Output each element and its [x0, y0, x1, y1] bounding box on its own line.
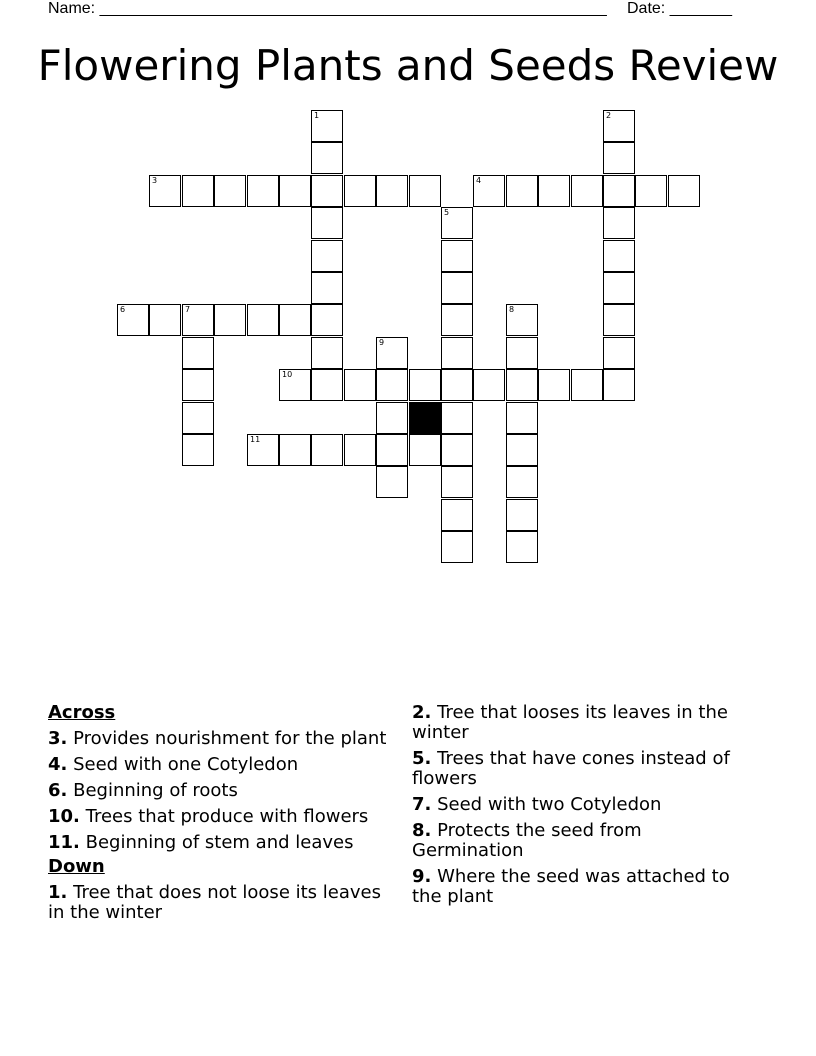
grid-cell[interactable] — [409, 369, 441, 401]
down-clue-list-left — [48, 883, 403, 923]
grid-cell[interactable] — [506, 531, 538, 563]
clue-number: 1. — [48, 882, 68, 903]
grid-cell[interactable] — [441, 531, 473, 563]
grid-cell[interactable] — [441, 499, 473, 531]
grid-cell[interactable] — [603, 110, 635, 142]
grid-cell[interactable] — [149, 304, 181, 336]
cell-number: 8 — [509, 305, 515, 314]
clue-item — [48, 729, 403, 749]
clue-text: Seed with one Cotyledon — [67, 754, 299, 775]
grid-cell[interactable] — [506, 369, 538, 401]
clue-item — [48, 833, 403, 853]
grid-cell[interactable] — [603, 240, 635, 272]
grid-cell[interactable] — [441, 337, 473, 369]
grid-cell[interactable] — [473, 369, 505, 401]
grid-cell[interactable] — [506, 499, 538, 531]
clue-number: 9. — [412, 866, 432, 887]
clue-item — [48, 883, 403, 923]
grid-cell[interactable] — [441, 207, 473, 239]
grid-cell[interactable] — [603, 337, 635, 369]
grid-cell[interactable] — [279, 369, 311, 401]
cell-number: 1 — [314, 111, 320, 120]
down-heading: Down — [48, 856, 105, 877]
grid-cell[interactable] — [441, 434, 473, 466]
clue-text: Provides nourishment for the plant — [67, 728, 387, 749]
grid-cell[interactable] — [214, 304, 246, 336]
grid-cell[interactable] — [668, 175, 700, 207]
clue-item — [48, 781, 403, 801]
grid-cell[interactable] — [538, 369, 570, 401]
grid-cell[interactable] — [603, 369, 635, 401]
grid-cell[interactable] — [506, 337, 538, 369]
clue-item — [412, 795, 752, 815]
grid-cell[interactable] — [603, 142, 635, 174]
clue-item — [48, 807, 403, 827]
grid-cell[interactable] — [376, 337, 408, 369]
grid-cell[interactable] — [182, 337, 214, 369]
grid-cell[interactable] — [376, 402, 408, 434]
grid-cell[interactable] — [344, 434, 376, 466]
grid-cell[interactable] — [247, 434, 279, 466]
grid-cell[interactable] — [344, 369, 376, 401]
grid-cell[interactable] — [538, 175, 570, 207]
grid-cell[interactable] — [473, 175, 505, 207]
cell-number: 3 — [152, 176, 158, 185]
clue-number: 8. — [412, 820, 432, 841]
clue-number: 6. — [48, 780, 68, 801]
grid-cell[interactable] — [603, 207, 635, 239]
grid-cell[interactable] — [376, 369, 408, 401]
cell-number: 7 — [185, 305, 191, 314]
date-blank[interactable]: _______ — [669, 0, 732, 17]
grid-cell[interactable] — [506, 175, 538, 207]
name-blank[interactable]: _________________________________________________________ — [99, 0, 607, 17]
clues-right-column — [412, 703, 752, 913]
clue-text: Beginning of roots — [67, 780, 238, 801]
grid-cell[interactable] — [182, 175, 214, 207]
grid-cell[interactable] — [571, 369, 603, 401]
cell-number: 10 — [282, 370, 293, 379]
clue-number: 10. — [48, 806, 80, 827]
grid-cell[interactable] — [247, 304, 279, 336]
cell-number: 9 — [379, 338, 385, 347]
grid-cell[interactable] — [441, 272, 473, 304]
clue-text: Trees that produce with flowers — [79, 806, 369, 827]
grid-cell[interactable] — [311, 207, 343, 239]
clue-number: 4. — [48, 754, 68, 775]
grid-cell[interactable] — [376, 434, 408, 466]
grid-cell[interactable] — [376, 175, 408, 207]
grid-cell[interactable] — [409, 434, 441, 466]
grid-cell[interactable] — [376, 466, 408, 498]
grid-cell[interactable] — [279, 175, 311, 207]
grid-cell[interactable] — [441, 240, 473, 272]
grid-cell[interactable] — [311, 142, 343, 174]
grid-cell[interactable] — [311, 240, 343, 272]
grid-cell[interactable] — [603, 175, 635, 207]
grid-cell[interactable] — [311, 337, 343, 369]
grid-cell[interactable] — [279, 434, 311, 466]
grid-cell[interactable] — [117, 304, 149, 336]
across-heading: Across — [48, 702, 116, 723]
clue-text: Where the seed was attached to the plant — [412, 866, 730, 907]
clue-number: 5. — [412, 748, 432, 769]
grid-cell[interactable] — [441, 304, 473, 336]
clue-text: Tree that does not loose its leaves in the winter — [48, 882, 381, 923]
clue-number: 3. — [48, 728, 68, 749]
grid-cell[interactable] — [149, 175, 181, 207]
clues-left-column — [48, 703, 403, 929]
grid-cell[interactable] — [571, 175, 603, 207]
clue-number: 2. — [412, 702, 432, 723]
grid-cell[interactable] — [182, 434, 214, 466]
clue-text: Seed with two Cotyledon — [431, 794, 662, 815]
grid-cell[interactable] — [311, 175, 343, 207]
grid-cell[interactable] — [247, 175, 279, 207]
cell-number: 11 — [250, 435, 261, 444]
clue-number: 11. — [48, 832, 80, 853]
clue-number: 7. — [412, 794, 432, 815]
grid-cell[interactable] — [311, 272, 343, 304]
clue-item — [412, 703, 752, 743]
grid-cell[interactable] — [279, 304, 311, 336]
grid-cell[interactable] — [182, 304, 214, 336]
grid-cell[interactable] — [441, 369, 473, 401]
grid-cell[interactable] — [409, 175, 441, 207]
grid-cell[interactable] — [506, 304, 538, 336]
grid-cell[interactable] — [506, 466, 538, 498]
black-cell — [409, 402, 441, 434]
grid-cell[interactable] — [441, 466, 473, 498]
clue-text: Trees that have cones instead of flowers — [412, 748, 730, 789]
grid-cell[interactable] — [214, 175, 246, 207]
grid-cell[interactable] — [344, 175, 376, 207]
cell-number: 6 — [120, 305, 126, 314]
grid-cell[interactable] — [441, 402, 473, 434]
grid-cell[interactable] — [506, 434, 538, 466]
page-title: Flowering Plants and Seeds Review — [37, 41, 779, 90]
clue-text: Tree that looses its leaves in the winter — [412, 702, 728, 743]
grid-cell[interactable] — [182, 402, 214, 434]
grid-cell[interactable] — [311, 434, 343, 466]
clue-text: Protects the seed from Germination — [412, 820, 642, 861]
date-label: Date: — [627, 0, 666, 17]
grid-cell[interactable] — [603, 304, 635, 336]
across-clue-list — [48, 729, 403, 853]
grid-cell[interactable] — [603, 272, 635, 304]
cell-number: 5 — [444, 208, 450, 217]
clue-item — [412, 749, 752, 789]
cell-number: 2 — [606, 111, 612, 120]
grid-cell[interactable] — [311, 110, 343, 142]
grid-cell[interactable] — [311, 369, 343, 401]
clue-item — [412, 821, 752, 861]
clue-item — [412, 867, 752, 907]
name-label: Name: — [48, 0, 96, 17]
grid-cell[interactable] — [635, 175, 667, 207]
down-clue-list-right — [412, 703, 752, 907]
clue-item — [48, 755, 403, 775]
grid-cell[interactable] — [311, 304, 343, 336]
cell-number: 4 — [476, 176, 482, 185]
grid-cell[interactable] — [506, 402, 538, 434]
clue-text: Beginning of stem and leaves — [79, 832, 354, 853]
grid-cell[interactable] — [182, 369, 214, 401]
